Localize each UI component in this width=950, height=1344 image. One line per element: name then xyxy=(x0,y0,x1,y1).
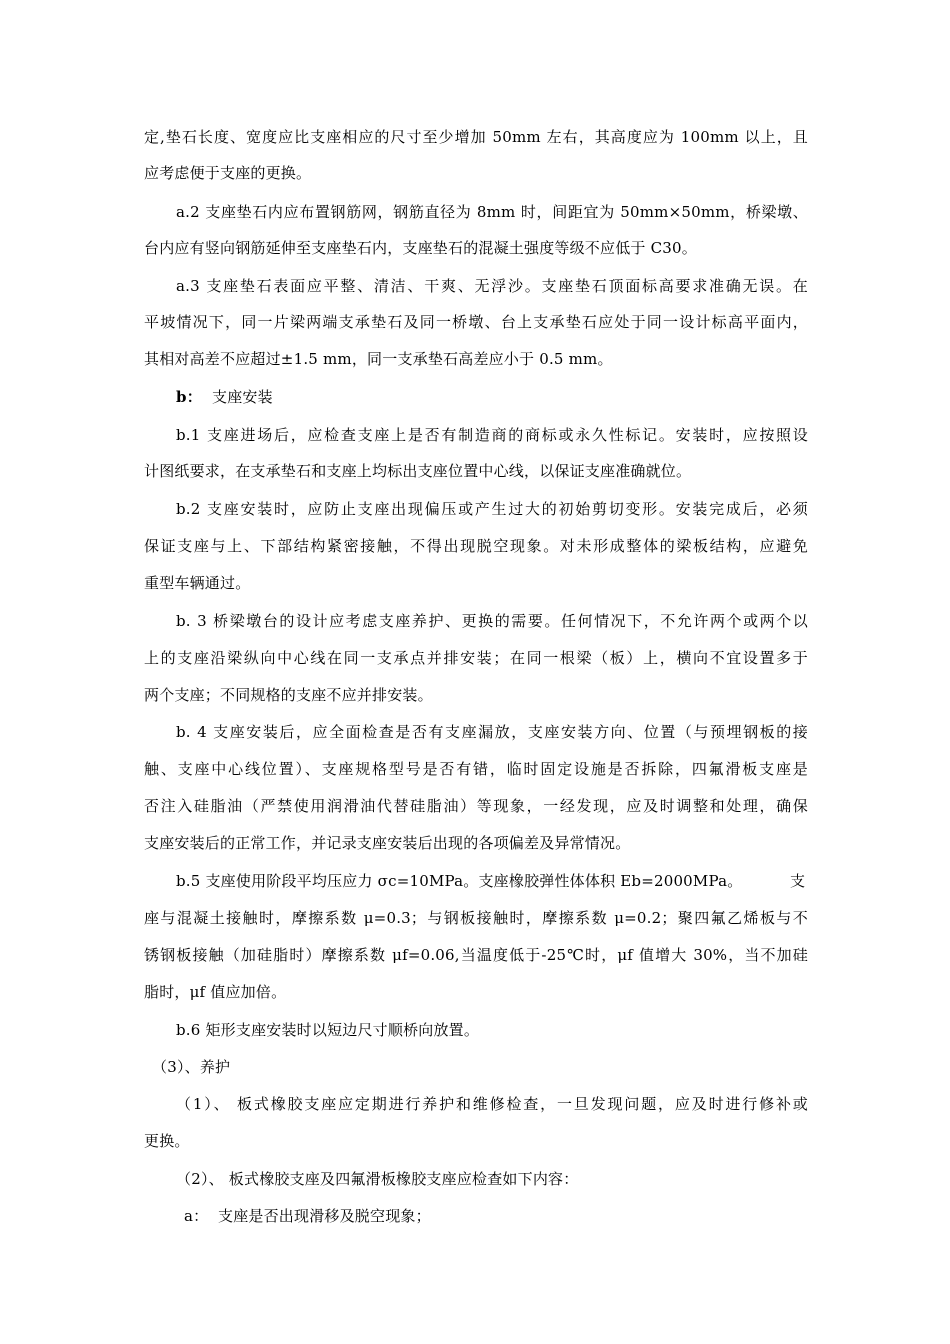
text-line: 平坡情况下，同一片梁两端支承垫石及同一桥墩、台上支承垫石应处于同一设计标高平面内， xyxy=(144,313,808,331)
text-line: 保证支座与上、下部结构紧密接触，不得出现脱空现象。对未形成整体的梁板结构，应避免 xyxy=(144,537,808,555)
text-line: 支座是否出现滑移及脱空现象； xyxy=(218,1207,431,1225)
text-line: （1）、 板式橡胶支座应定期进行养护和维修检查，一旦发现问题，应及时进行修补或 xyxy=(176,1095,808,1113)
text-line: b. 4 支座安装后，应全面检查是否有支座漏放，支座安装方向、位置（与预埋钢板的接 xyxy=(176,723,808,741)
text-line: 支座安装后的正常工作，并记录支座安装后出现的各项偏差及异常情况。 xyxy=(144,834,631,852)
text-line: 脂时，μf 值应加倍。 xyxy=(144,983,287,1001)
section-label: b： xyxy=(176,388,202,406)
text-line: 更换。 xyxy=(144,1132,190,1150)
text-line: a.2 支座垫石内应布置钢筋网，钢筋直径为 8mm 时，间距宜为 50mm×50mm，桥梁墩、 xyxy=(176,203,808,221)
text-line: b. 3 桥梁墩台的设计应考虑支座养护、更换的需要。任何情况下，不允许两个或两个以 xyxy=(176,612,808,630)
text-line: 两个支座；不同规格的支座不应并排安装。 xyxy=(144,686,433,704)
text-line: 定,垫石长度、宽度应比支座相应的尺寸至少增加 50mm 左右，其高度应为 100mm 以上，且 xyxy=(144,128,808,146)
text-line: 否注入硅脂油（严禁使用润滑油代替硅脂油）等现象，一经发现，应及时调整和处理，确保 xyxy=(144,797,808,815)
text-line: 触、支座中心线位置）、支座规格型号是否有错，临时固定设施是否拆除，四氟滑板支座是 xyxy=(144,760,808,778)
text-line: 座与混凝土接触时，摩擦系数 μ=0.3；与钢板接触时，摩擦系数 μ=0.2；聚四氟乙烯板与不 xyxy=(144,909,808,927)
text-line: b.6 矩形支座安装时以短边尺寸顺桥向放置。 xyxy=(176,1021,480,1039)
text-line: a.3 支座垫石表面应平整、清洁、干爽、无浮沙。支座垫石顶面标高要求准确无误。在 xyxy=(176,277,808,295)
text-line: 应考虑便于支座的更换。 xyxy=(144,164,312,182)
text-line: 锈钢板接触（加硅脂时）摩擦系数 μf=0.06,当温度低于-25℃时，μf 值增大 30%，当不加硅 xyxy=(144,946,808,964)
section-title: 支座安装 xyxy=(212,388,273,406)
text-line: 支 xyxy=(790,872,806,890)
item-label: a： xyxy=(184,1207,209,1225)
text-line: 台内应有竖向钢筋延伸至支座垫石内，支座垫石的混凝土强度等级不应低于 C30。 xyxy=(144,239,697,257)
text-line: b.1 支座进场后，应检查支座上是否有制造商的商标或永久性标记。安装时，应按照设 xyxy=(176,426,808,444)
text-line: 计图纸要求，在支承垫石和支座上均标出支座位置中心线，以保证支座准确就位。 xyxy=(144,462,692,480)
text-line: b.5 支座使用阶段平均压应力 σc=10MPa。支座橡胶弹性体体积 Eb=2000MPa。 xyxy=(176,872,743,890)
text-line: 上的支座沿梁纵向中心线在同一支承点并排安装；在同一根梁（板）上，横向不宜设置多于 xyxy=(144,649,808,667)
text-line: 重型车辆通过。 xyxy=(144,574,251,592)
section-heading: （3）、养护 xyxy=(152,1058,231,1076)
text-line: 其相对高差不应超过±1.5 mm，同一支承垫石高差应小于 0.5 mm。 xyxy=(144,350,613,368)
text-line: （2）、 板式橡胶支座及四氟滑板橡胶支座应检查如下内容： xyxy=(176,1170,579,1188)
text-line: b.2 支座安装时，应防止支座出现偏压或产生过大的初始剪切变形。安装完成后，必须 xyxy=(176,500,808,518)
